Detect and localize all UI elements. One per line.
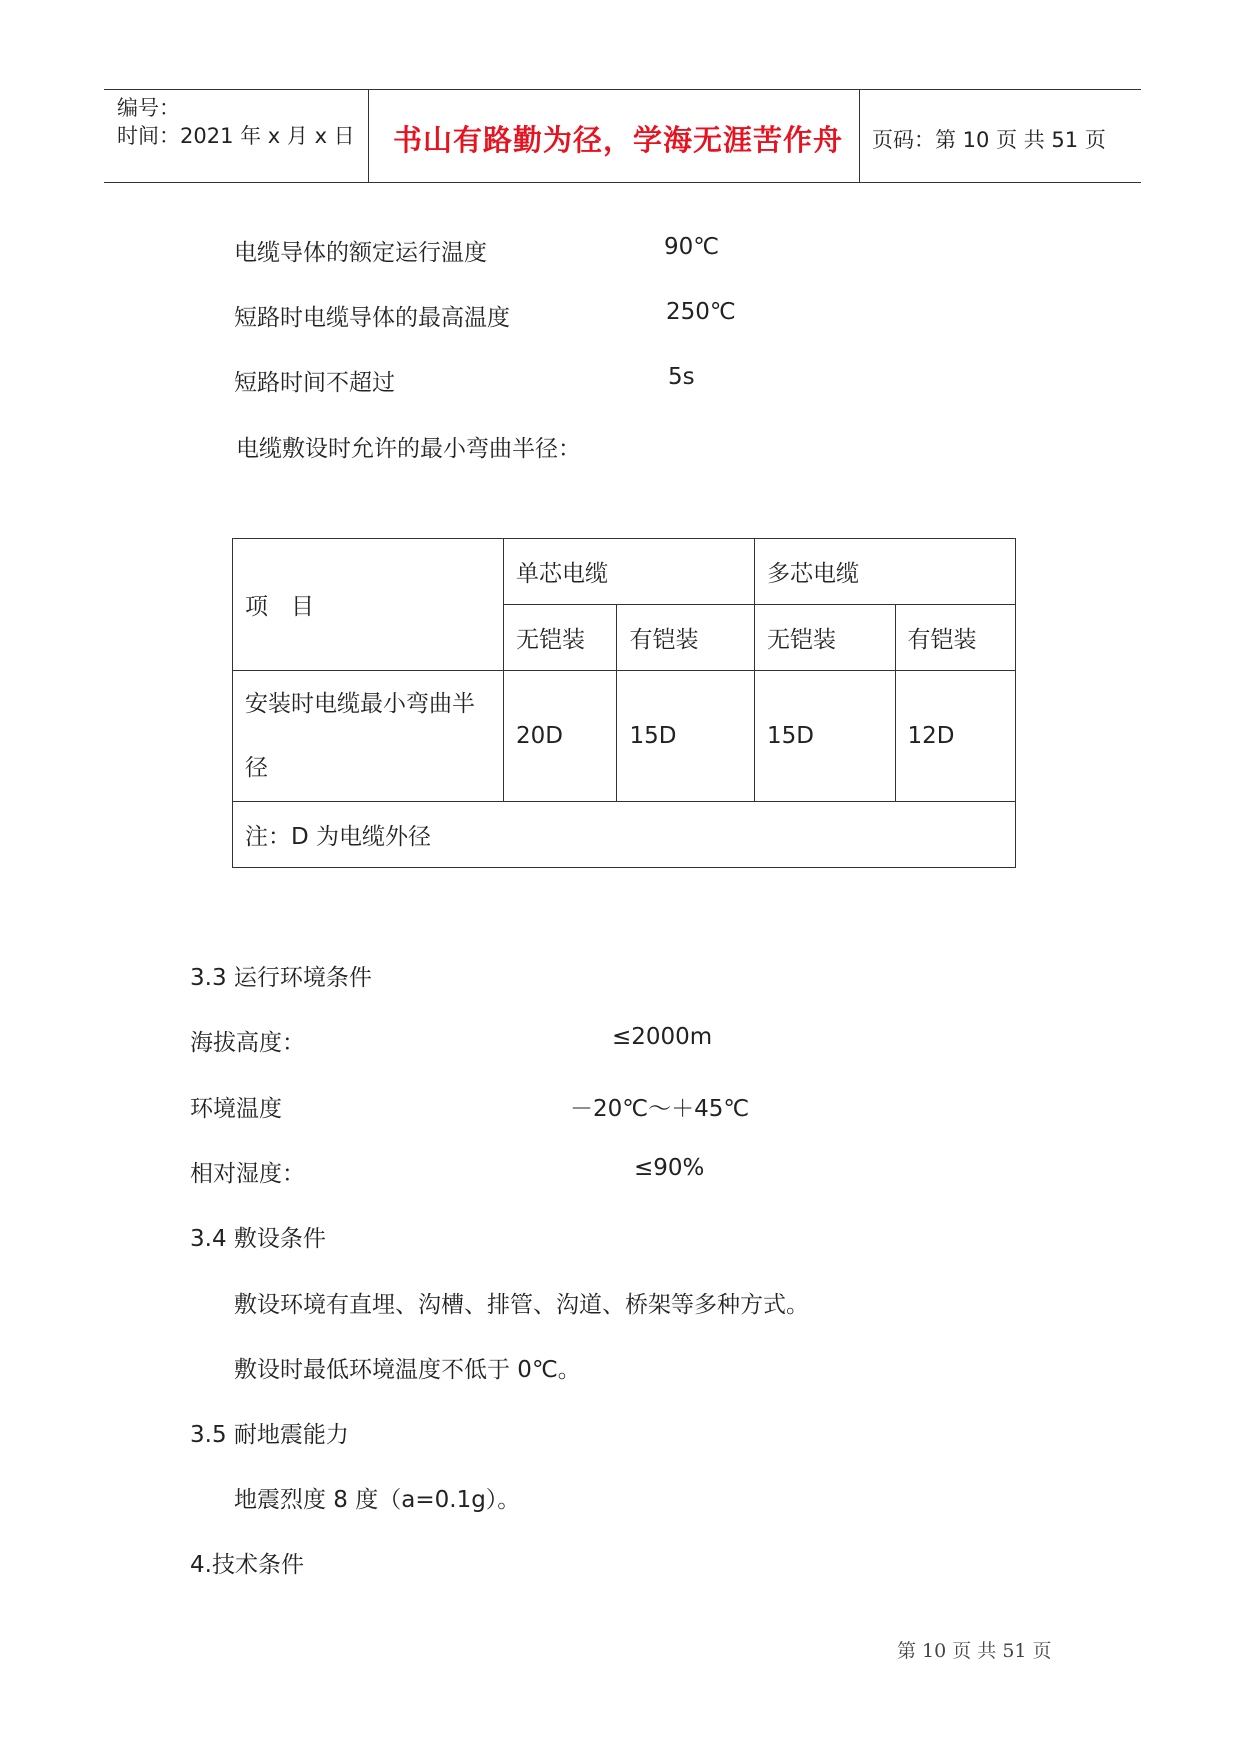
header-divider-left xyxy=(368,89,369,182)
seismic-intensity-text: 地震烈度 8 度（a=0.1g）。 xyxy=(234,1487,521,1513)
env-label-altitude: 海拔高度： xyxy=(190,1030,305,1056)
bend-radius-table xyxy=(232,538,1016,868)
env-value-temperature: －20℃～＋45℃ xyxy=(570,1096,750,1122)
table-group-single-core: 单芯电缆 xyxy=(504,539,755,605)
table-subheader: 有铠装 xyxy=(895,605,1016,671)
env-value-humidity: ≤90% xyxy=(634,1155,705,1181)
param-label-short-circuit-temp: 短路时电缆导体的最高温度 xyxy=(234,305,510,331)
table-cell: 15D xyxy=(754,671,895,802)
param-value-short-circuit-time: 5s xyxy=(668,364,695,390)
section-4-title: 4.技术条件 xyxy=(190,1552,304,1578)
section-3-5-title: 3.5 耐地震能力 xyxy=(190,1422,349,1448)
header-time-label: 时间：2021 年 x 月 x 日 xyxy=(117,124,355,148)
param-label-short-circuit-time: 短路时间不超过 xyxy=(234,370,395,396)
table-subheader: 有铠装 xyxy=(617,605,755,671)
table-cell: 20D xyxy=(504,671,617,802)
table-row-label: 安装时电缆最小弯曲半径 xyxy=(233,671,504,802)
table-cell: 12D xyxy=(895,671,1016,802)
env-label-temperature: 环境温度 xyxy=(190,1096,282,1122)
header-top-rule xyxy=(104,89,1141,90)
table-item-header: 项 目 xyxy=(233,539,504,671)
table-cell: 15D xyxy=(617,671,755,802)
param-value-rated-temp: 90℃ xyxy=(664,234,720,260)
section-3-4-title: 3.4 敷设条件 xyxy=(190,1226,326,1252)
header-bottom-rule xyxy=(104,182,1141,183)
env-label-humidity: 相对湿度： xyxy=(190,1161,305,1187)
table-subheader: 无铠装 xyxy=(504,605,617,671)
param-value-short-circuit-temp: 250℃ xyxy=(666,299,736,325)
table-note: 注：D 为电缆外径 xyxy=(233,802,1016,868)
param-label-rated-temp: 电缆导体的额定运行温度 xyxy=(234,240,487,266)
header-divider-right xyxy=(859,89,860,182)
header-motto: 书山有路勤为径，学海无涯苦作舟 xyxy=(393,123,844,157)
footer-page-number: 第 10 页 共 51 页 xyxy=(897,1640,1052,1662)
laying-methods-text: 敷设环境有直埋、沟槽、排管、沟道、桥架等多种方式。 xyxy=(234,1292,809,1318)
section-3-3-title: 3.3 运行环境条件 xyxy=(190,965,372,991)
header-page-code: 页码：第 10 页 共 51 页 xyxy=(872,128,1106,152)
laying-min-temp-text: 敷设时最低环境温度不低于 0℃。 xyxy=(234,1357,581,1383)
header-number-label: 编号： xyxy=(117,96,180,120)
table-group-multi-core: 多芯电缆 xyxy=(754,539,1015,605)
bend-radius-title: 电缆敷设时允许的最小弯曲半径： xyxy=(236,436,581,462)
table-subheader: 无铠装 xyxy=(754,605,895,671)
env-value-altitude: ≤2000m xyxy=(612,1024,713,1050)
